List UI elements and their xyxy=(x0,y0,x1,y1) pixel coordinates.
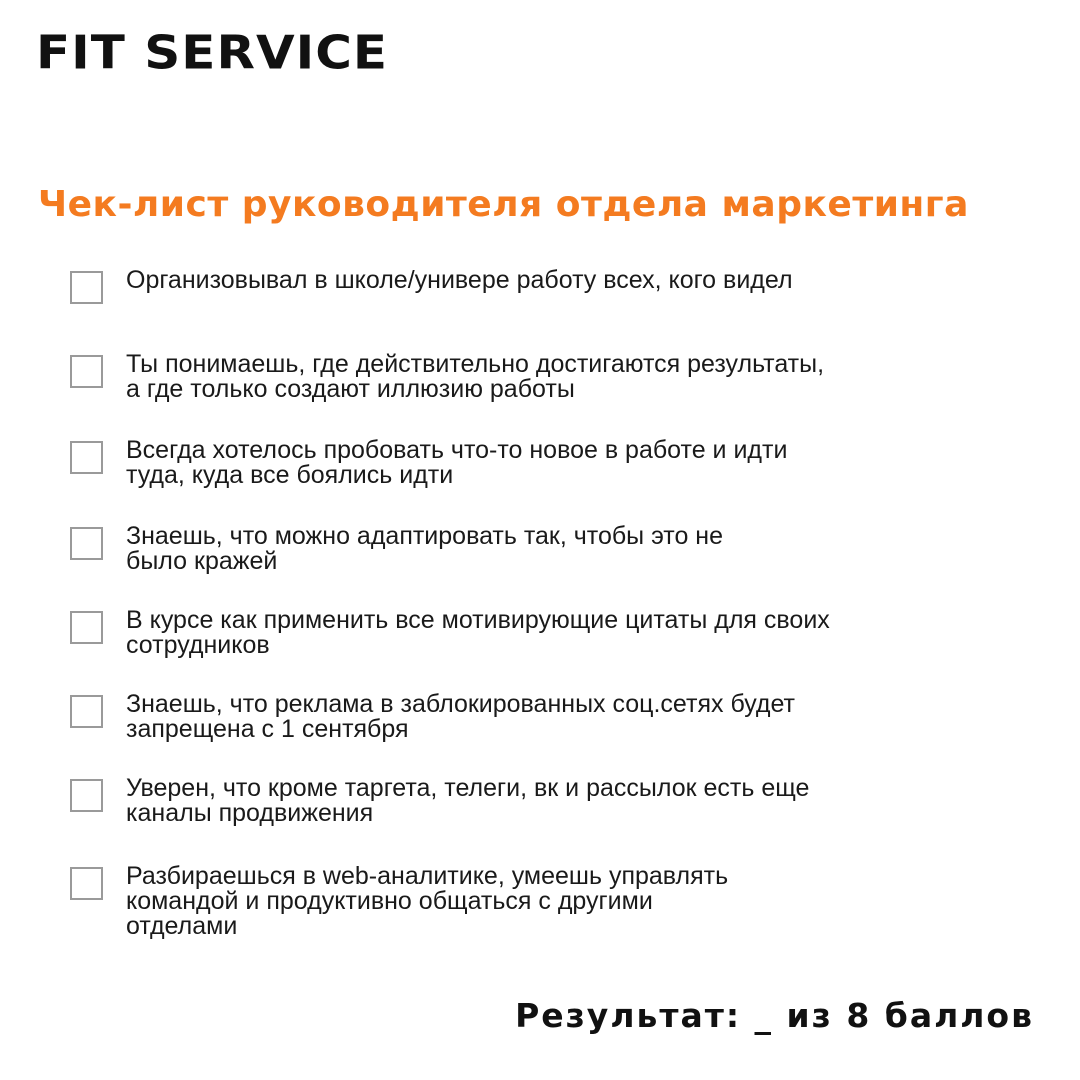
checkbox[interactable] xyxy=(70,611,103,644)
checklist-item-text xyxy=(126,352,824,402)
checkbox[interactable] xyxy=(70,355,103,388)
item-line: Организовывал в школе/универе работу всех, кого видел xyxy=(126,266,793,294)
checkbox[interactable] xyxy=(70,527,103,560)
checklist-item-text xyxy=(126,524,723,574)
checklist-item xyxy=(70,438,1030,488)
checkbox[interactable] xyxy=(70,779,103,812)
item-line: туда, куда все боялись идти xyxy=(126,461,454,489)
item-line: сотрудников xyxy=(126,631,270,659)
checklist-item-text xyxy=(126,438,787,488)
item-line: Разбираешься в web-аналитике, умеешь управлять xyxy=(126,862,729,890)
item-line: командой и продуктивно общаться с другими xyxy=(126,887,653,915)
checklist-item-text xyxy=(126,692,795,742)
item-line: Ты понимаешь, где действительно достигаются результаты, xyxy=(126,350,825,378)
item-line: Уверен, что кроме таргета, телеги, вк и рассылок есть еще xyxy=(126,774,810,802)
item-line: запрещена с 1 сентября xyxy=(126,715,409,743)
checklist-item xyxy=(70,524,1030,574)
checklist-item-text xyxy=(126,268,793,293)
result-score: Результат: _ из 8 баллов xyxy=(515,996,1034,1035)
item-line: В курсе как применить все мотивирующие цитаты для своих xyxy=(126,606,830,634)
checklist-item xyxy=(70,608,1030,658)
checklist-item-text xyxy=(126,776,809,826)
checklist-item xyxy=(70,268,1030,304)
checklist-item-text xyxy=(126,864,728,939)
checkbox[interactable] xyxy=(70,271,103,304)
checkbox[interactable] xyxy=(70,867,103,900)
checkbox[interactable] xyxy=(70,441,103,474)
page-title: Чек-лист руководителя отдела маркетинга xyxy=(38,184,969,225)
checklist-item xyxy=(70,776,1030,826)
item-line: было кражей xyxy=(126,547,278,575)
checklist-item xyxy=(70,864,1030,939)
checklist-item-text xyxy=(126,608,830,658)
checklist-item xyxy=(70,692,1030,742)
checkbox[interactable] xyxy=(70,695,103,728)
item-line: Знаешь, что можно адаптировать так, чтобы это не xyxy=(126,522,724,550)
item-line: Знаешь, что реклама в заблокированных соц.сетях будет xyxy=(126,690,795,718)
item-line: отделами xyxy=(126,912,238,940)
item-line: Всегда хотелось пробовать что-то новое в работе и идти xyxy=(126,436,788,464)
item-line: каналы продвижения xyxy=(126,799,374,827)
brand-logo: FIT SERVICE xyxy=(36,26,389,80)
checklist-item xyxy=(70,352,1030,402)
item-line: а где только создают иллюзию работы xyxy=(126,375,575,403)
